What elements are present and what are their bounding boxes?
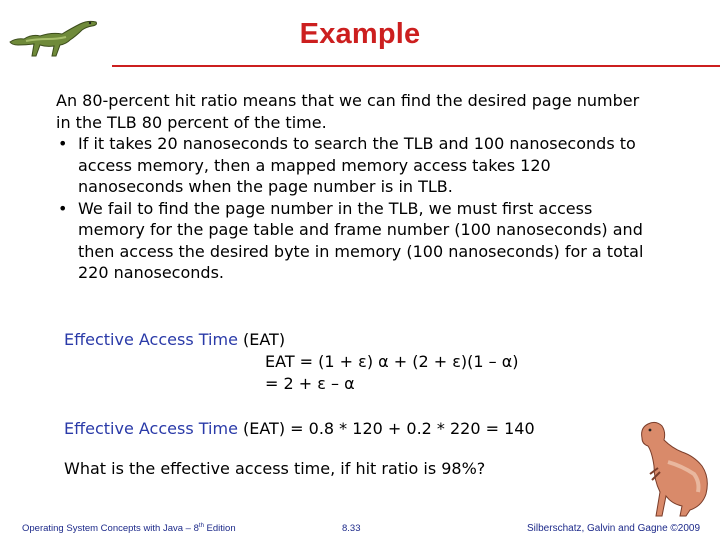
slide-body	[56, 90, 656, 284]
eat-formula: EAT = (1 + ε) α + (2 + ε)(1 – α)	[265, 352, 519, 371]
dinosaur-illustration-bottom	[628, 408, 718, 518]
footer-page-number: 8.33	[342, 523, 361, 534]
title-divider	[112, 65, 720, 67]
bullet-item	[56, 133, 656, 198]
footer-edition: Edition	[203, 523, 236, 535]
footer-book	[22, 523, 236, 534]
eat-abbrev: (EAT)	[243, 330, 286, 349]
footer-authors: Silberschatz, Galvin and Gagne ©2009	[527, 523, 701, 534]
eat-formula-simplified: = 2 + ε – α	[265, 374, 355, 393]
footer-edition-sup: th	[198, 523, 204, 529]
bullet-text: If it takes 20 nanoseconds to search the TLB and 100 nanoseconds to access memory, then a mapped memory access takes 120 nanoseconds when the page number is in TLB.	[78, 134, 636, 196]
eat-calculation-text: (EAT) = 0.8 * 120 + 0.2 * 220 = 140	[243, 419, 535, 438]
eat-definition	[64, 329, 285, 350]
eat-calculation	[64, 418, 535, 439]
bullet-marker: •	[58, 134, 68, 153]
eat-label-2: Effective Access Time	[64, 419, 238, 438]
eat-label: Effective Access Time	[64, 330, 238, 349]
bullet-item	[56, 198, 656, 284]
question-text: What is the effective access time, if hit ratio is 98%?	[64, 459, 486, 478]
footer-book-title: Operating System Concepts with Java – 8	[22, 523, 199, 535]
intro-paragraph: An 80-percent hit ratio means that we can find the desired page number in the TLB 80 percent of the time.	[56, 91, 640, 132]
bullet-marker: •	[58, 198, 68, 218]
slide-title: Example	[299, 18, 421, 50]
bullet-text: We fail to find the page number in the TLB, we must first access memory for the page table and frame number (100 nanoseconds) and then access the desired byte in memory (100 nanoseconds) for a total 220 nanoseconds.	[78, 198, 644, 282]
